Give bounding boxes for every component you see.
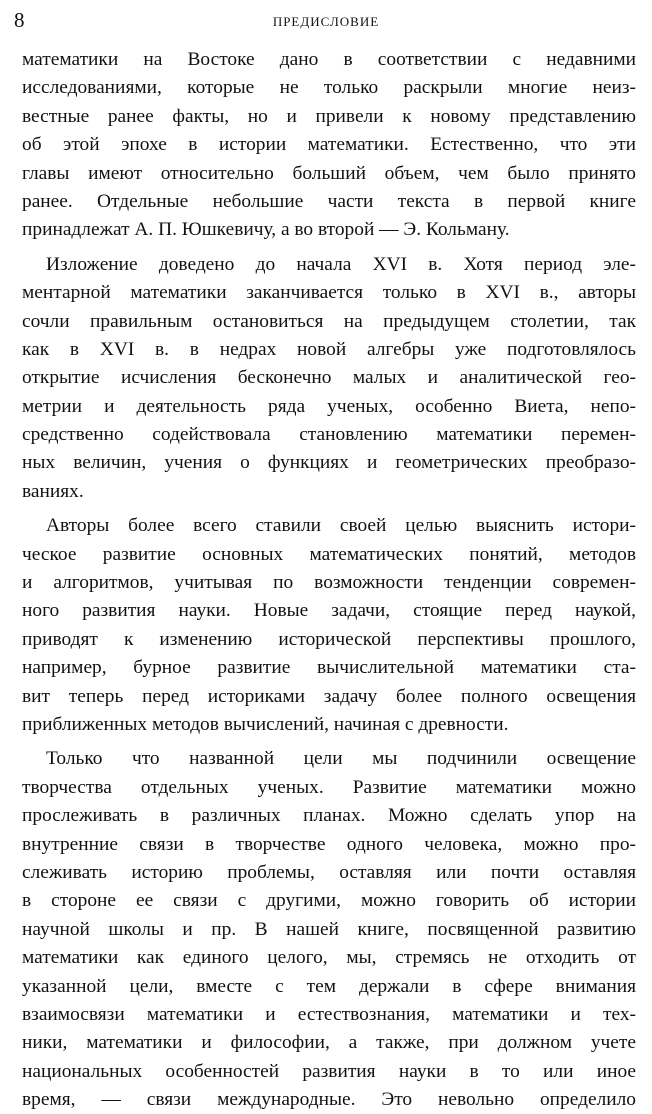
- text-line: слеживать историю проблемы, оставляя или почти оставляя: [22, 861, 636, 883]
- text-line: вестные ранее факты, но и привели к новому представлению: [22, 105, 636, 127]
- text-line: принадлежат А. П. Юшкевичу, а во второй — Э. Кольману.: [22, 219, 510, 241]
- text-line: прослеживать в различных планах. Можно сделать упор на: [22, 805, 636, 827]
- text-line: ваниях.: [22, 480, 84, 502]
- text-line: как в XVI в. в недрах новой алгебры уже подготовлялось: [22, 338, 636, 360]
- text-line: метрии и деятельность ряда ученых, особенно Виета, непо-: [22, 395, 636, 417]
- paragraph: [22, 46, 636, 245]
- text-line: ных величин, учения о функциях и геометрических преобразо-: [22, 452, 636, 474]
- text-line: например, бурное развитие вычислительной математики ста-: [22, 657, 636, 679]
- text-line: ческое развитие основных математических понятий, методов: [22, 543, 636, 565]
- page-number: 8: [14, 8, 25, 32]
- text-line: средственно содействовала становлению математики перемен-: [22, 424, 636, 446]
- paragraph: [22, 251, 636, 507]
- text-line: творчества отдельных ученых. Развитие математики можно: [22, 776, 636, 798]
- text-line: математики как единого целого, мы, стремясь не отходить от: [22, 947, 636, 969]
- text-line: национальных особенностей развития науки в то или иное: [22, 1060, 636, 1082]
- text-line: приближенных методов вычислений, начиная с древности.: [22, 713, 509, 735]
- body-text: [22, 46, 636, 1114]
- text-line: открытие исчисления бесконечно малых и аналитической гео-: [22, 367, 636, 389]
- text-line: Только что названной цели мы подчинили освещение: [46, 748, 636, 770]
- text-line: ного развития науки. Новые задачи, стоящие перед наукой,: [22, 600, 636, 622]
- text-line: математики на Востоке дано в соответствии с недавними: [22, 49, 636, 70]
- text-line: вит теперь перед историками задачу более полного освещения: [22, 685, 636, 707]
- paragraph: [22, 745, 636, 1114]
- text-line: главы имеют относительно больший объем, чем было принято: [22, 162, 636, 184]
- text-line: ники, математики и философии, а также, при должном учете: [22, 1032, 636, 1054]
- text-line: взаимосвязи математики и естествознания, математики и тех-: [22, 1003, 636, 1025]
- text-line: Изложение доведено до начала XVI в. Хотя период эле-: [46, 253, 636, 275]
- text-line: внутренние связи в творчестве одного человека, можно про-: [22, 833, 636, 855]
- text-line: сочли правильным остановиться на предыдущем столетии, так: [22, 310, 636, 332]
- running-head: ПРЕДИСЛОВИЕ: [272, 14, 380, 29]
- text-line: время, — связи международные. Это невольно определило: [22, 1089, 636, 1111]
- text-line: исследованиями, которые не только раскрыли многие неиз-: [22, 77, 636, 99]
- text-line: в стороне ее связи с другими, можно говорить об истории: [22, 890, 636, 912]
- text-line: ментарной математики заканчивается только в XVI в., авторы: [22, 282, 636, 304]
- text-line: ранее. Отдельные небольшие части текста в первой книге: [22, 190, 636, 212]
- text-line: Авторы более всего ставили своей целью выяснить истори-: [46, 515, 636, 537]
- text-line: приводят к изменению исторической перспективы прошлого,: [22, 628, 636, 650]
- text-line: и алгоритмов, учитывая по возможности тенденции современ-: [22, 572, 636, 594]
- text-line: об этой эпохе в истории математики. Естественно, что эти: [22, 134, 636, 156]
- paragraph: [22, 512, 636, 739]
- text-line: указанной цели, вместе с тем держали в сфере внимания: [22, 975, 636, 997]
- text-line: научной школы и пр. В нашей книге, посвященной развитию: [22, 918, 636, 940]
